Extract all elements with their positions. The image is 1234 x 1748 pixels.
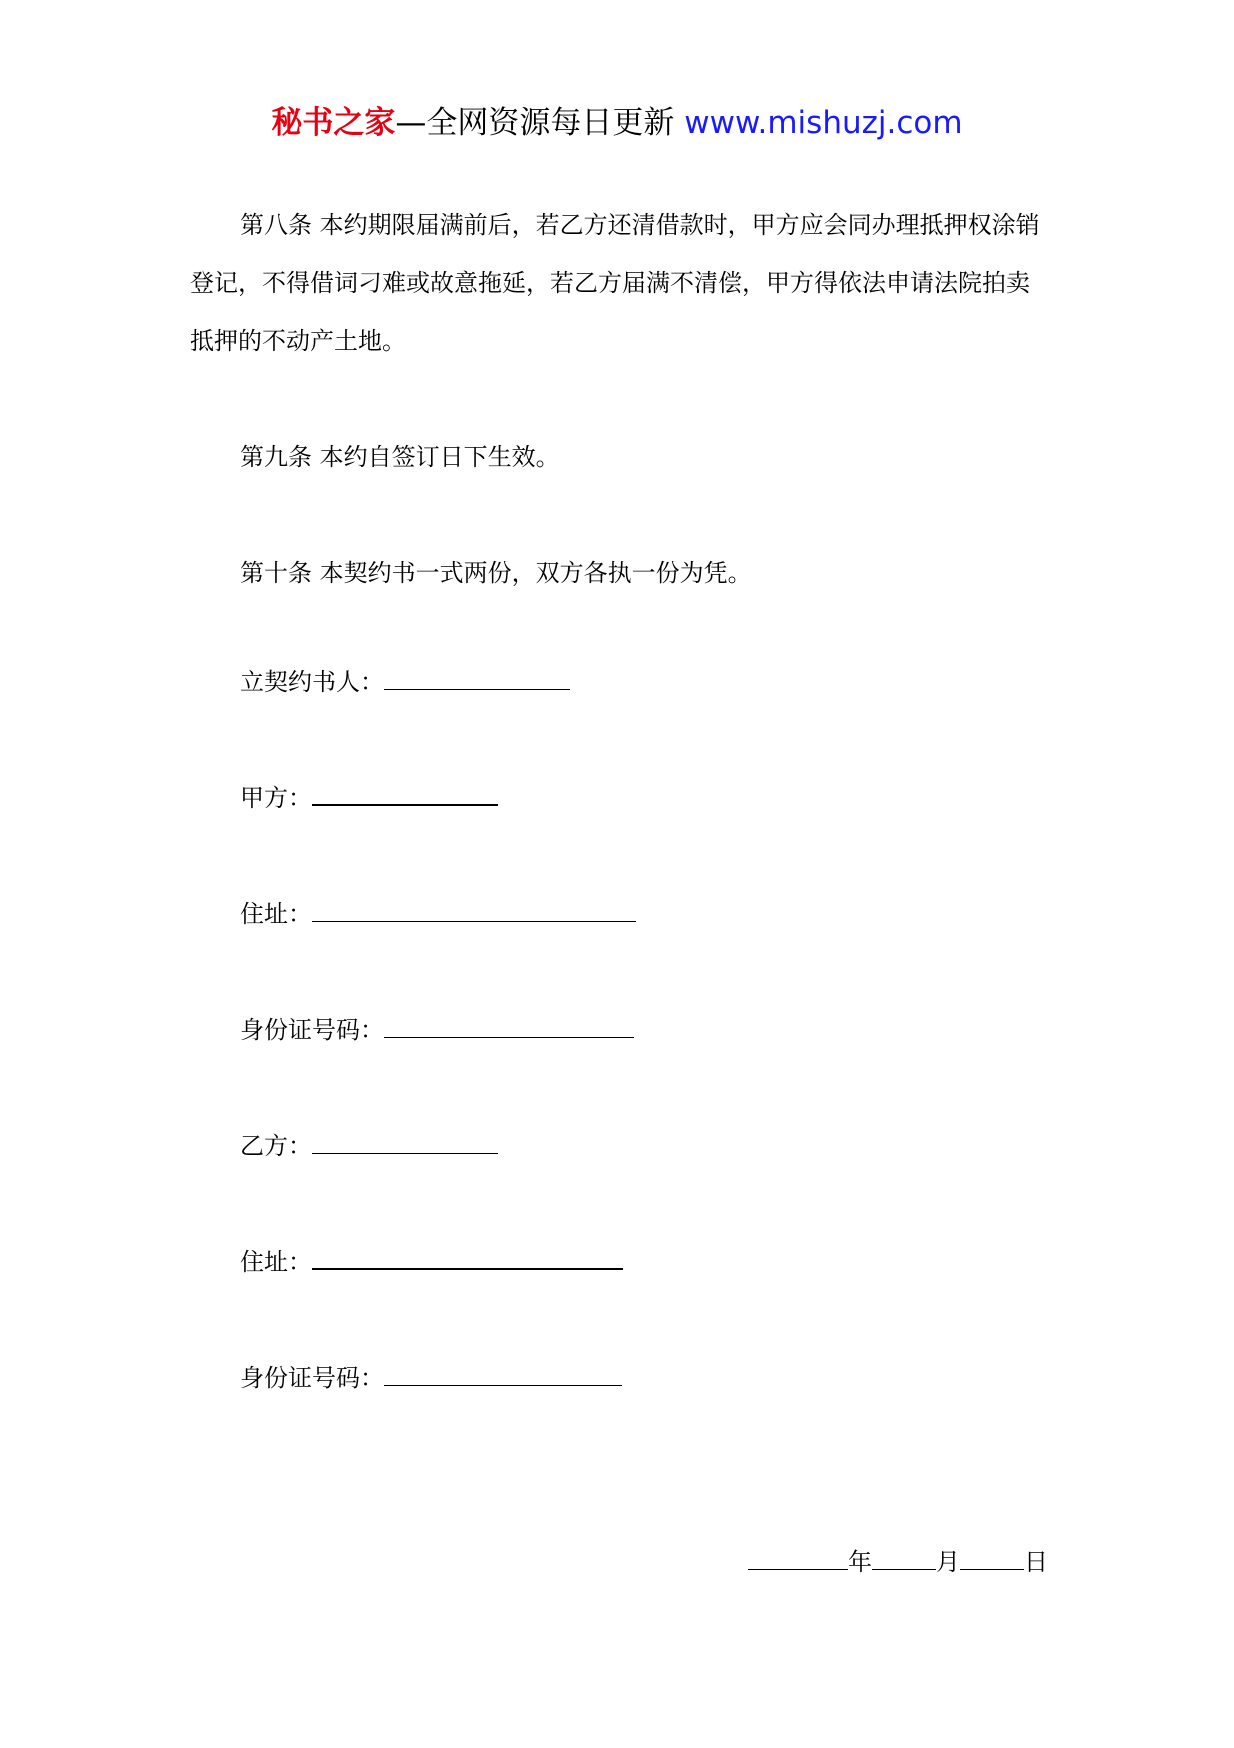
- id-b-blank[interactable]: [384, 1359, 622, 1386]
- party-a-line: [240, 778, 498, 818]
- signer-blank[interactable]: [384, 663, 570, 690]
- day-label: 日: [1024, 1548, 1048, 1576]
- id-b-line: [240, 1358, 622, 1398]
- signer-label: 立契约书人：: [240, 668, 384, 696]
- address-a-label: 住址：: [240, 900, 312, 928]
- address-b-label: 住址：: [240, 1248, 312, 1276]
- month-blank[interactable]: [872, 1543, 936, 1570]
- party-b-blank[interactable]: [312, 1127, 498, 1154]
- id-a-line: [240, 1010, 634, 1050]
- article-8: 第八条 本约期限届满前后，若乙方还清借款时，甲方应会同办理抵押权涂销登记，不得借词刁难或故意拖延，若乙方届满不清偿，甲方得依法申请法院拍卖抵押的不动产土地。: [190, 211, 1040, 355]
- date-line: [748, 1542, 1048, 1582]
- year-blank[interactable]: [748, 1543, 848, 1570]
- party-a-label: 甲方：: [240, 784, 312, 812]
- party-b-label: 乙方：: [240, 1132, 312, 1160]
- id-a-blank[interactable]: [384, 1011, 634, 1038]
- address-b-blank[interactable]: [312, 1242, 623, 1270]
- article-10: 第十条 本契约书一式两份，双方各执一份为凭。: [240, 559, 752, 587]
- article-9: 第九条 本约自签订日下生效。: [240, 443, 560, 471]
- address-b-line: [240, 1242, 623, 1282]
- site-header: [0, 100, 1234, 146]
- day-blank[interactable]: [960, 1543, 1024, 1570]
- signer-line: [240, 662, 570, 702]
- party-b-line: [240, 1126, 498, 1166]
- brand-name: 秘书之家: [271, 105, 396, 141]
- id-a-label: 身份证号码：: [240, 1016, 384, 1044]
- id-b-label: 身份证号码：: [240, 1364, 384, 1392]
- site-url-link[interactable]: www.mishuzj.com: [684, 105, 963, 141]
- address-a-blank[interactable]: [312, 895, 636, 922]
- year-label: 年: [848, 1548, 872, 1576]
- header-tagline: —全网资源每日更新: [395, 105, 675, 141]
- address-a-line: [240, 894, 636, 934]
- month-label: 月: [936, 1548, 960, 1576]
- party-a-blank[interactable]: [312, 778, 498, 806]
